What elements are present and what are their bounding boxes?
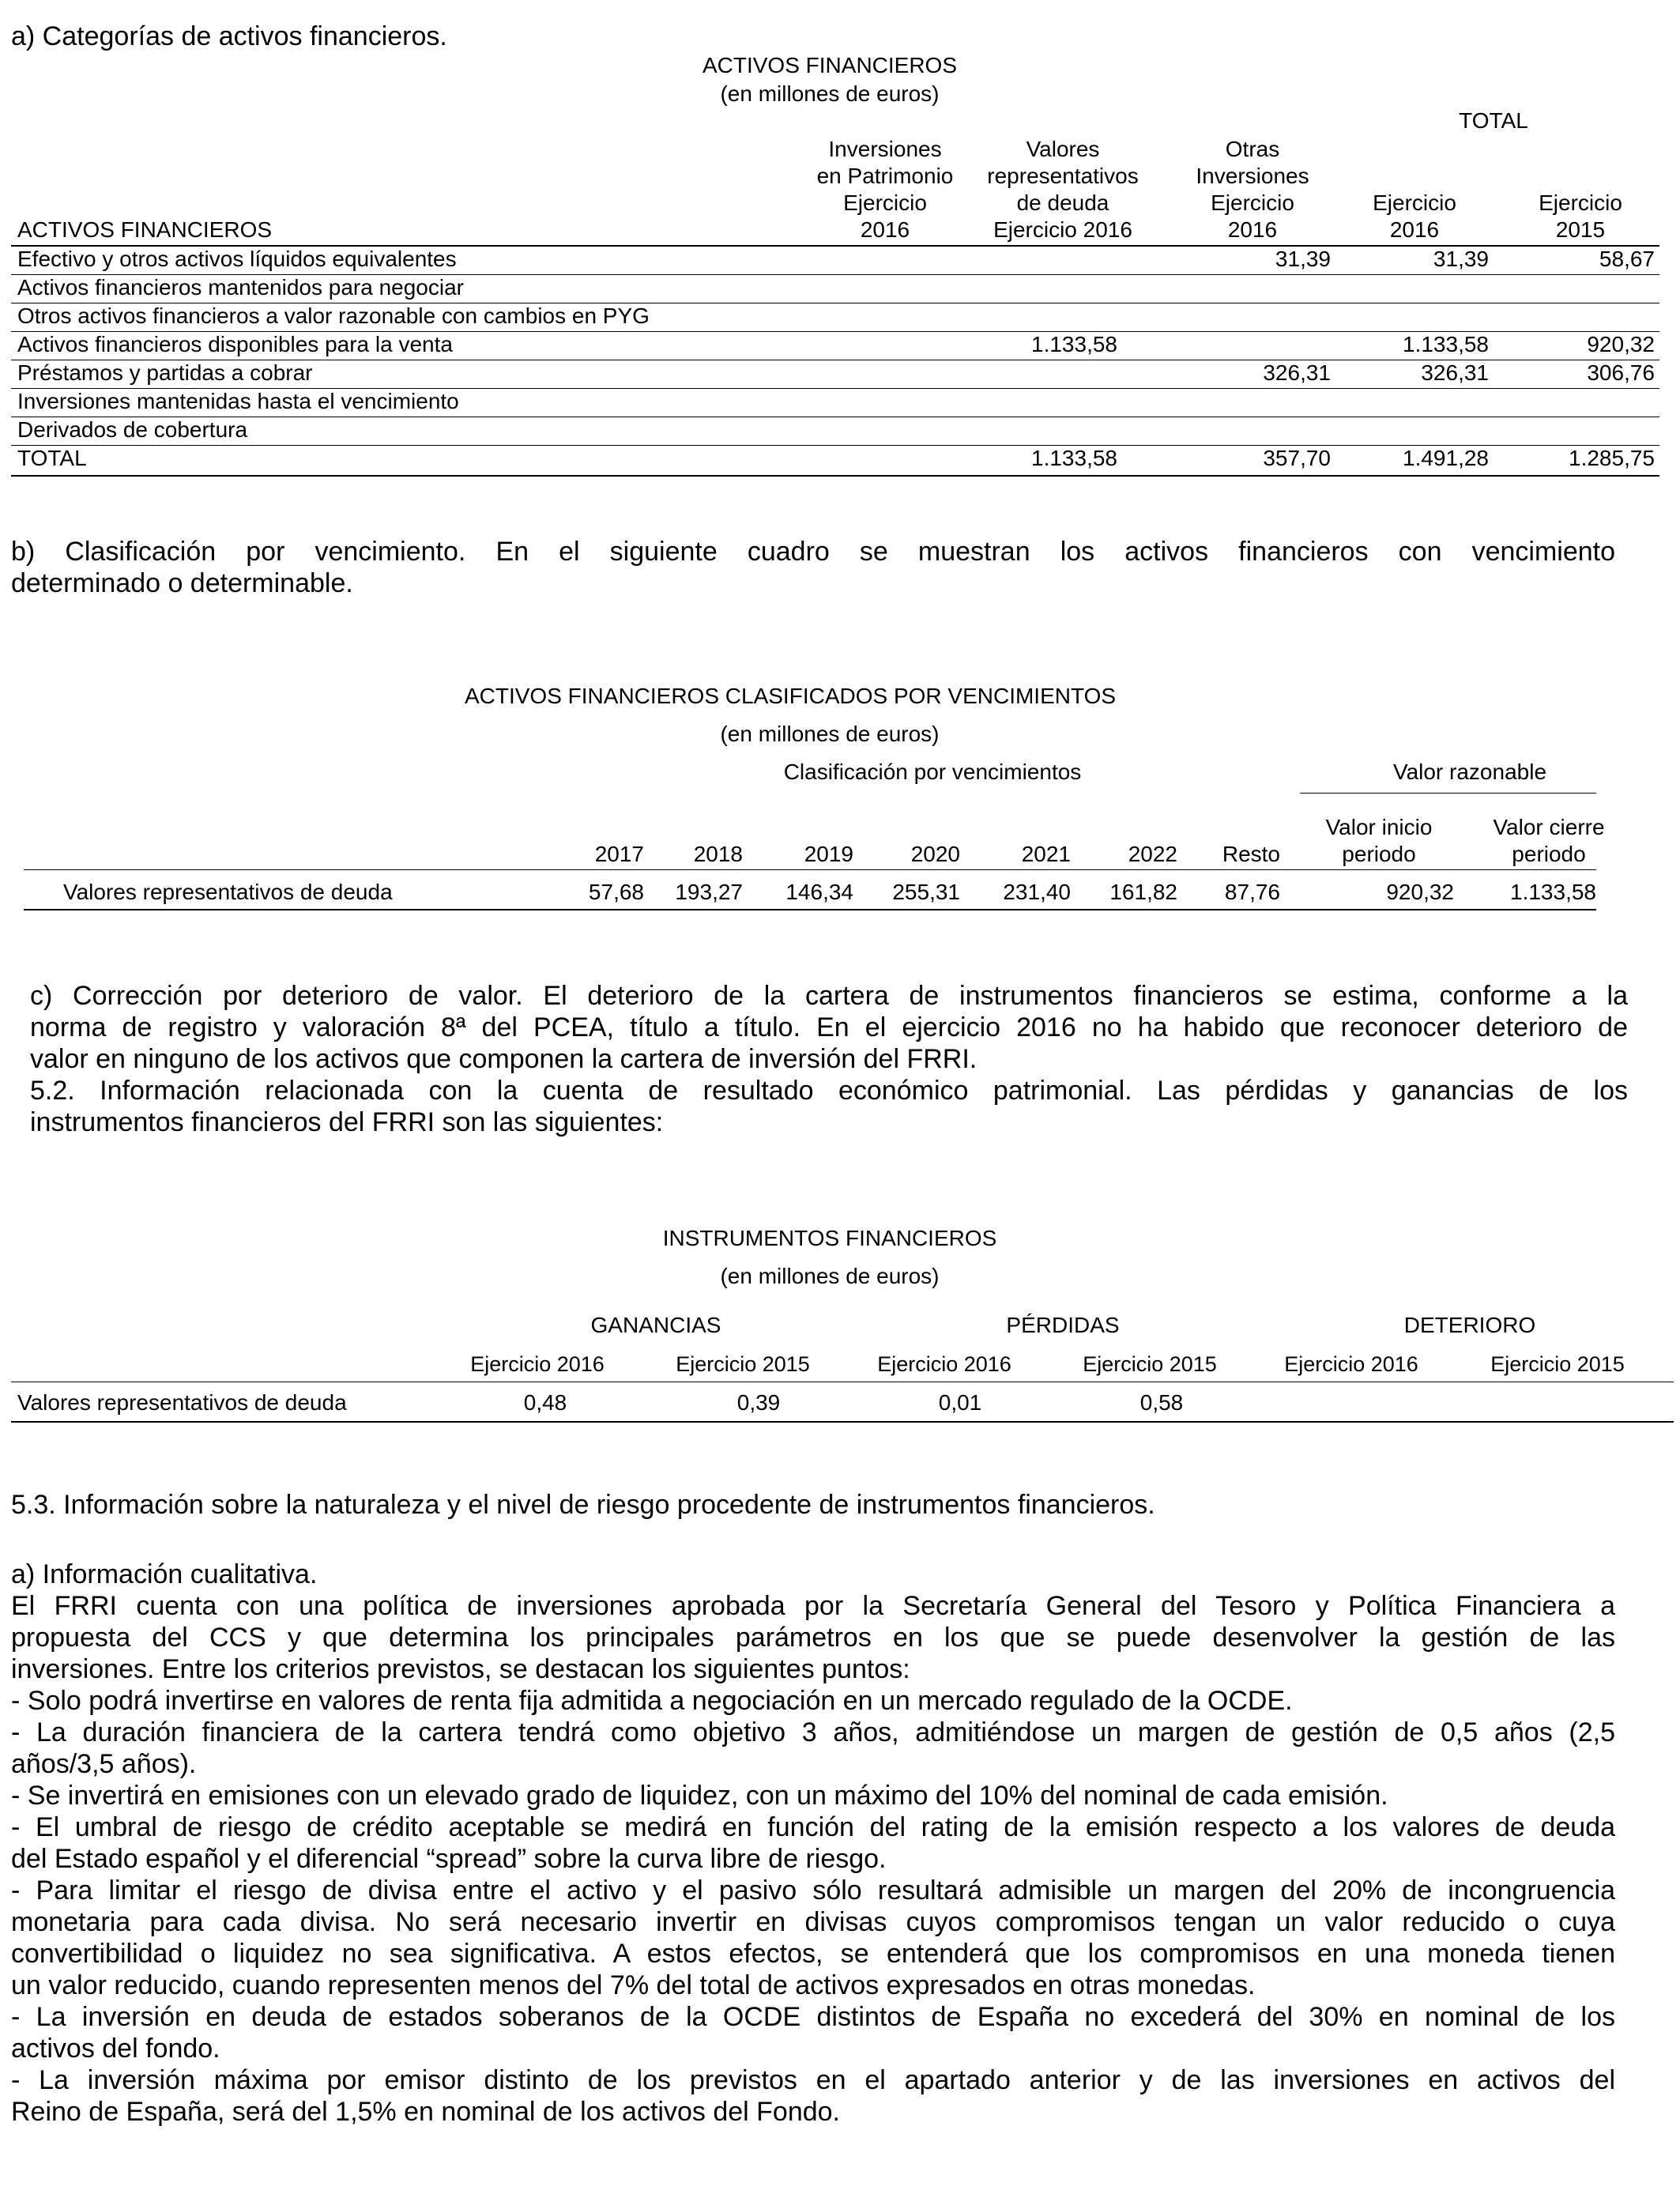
col-resto: Resto: [1222, 842, 1280, 866]
col-valor-inicio: Valor inicio periodo: [1325, 815, 1433, 866]
col-2020: 2020: [910, 842, 960, 866]
table-row: Valores representativos de deuda 0,48 0,39 0,01 0,58: [17, 1390, 1184, 1415]
col-ganancias-2016: Ejercicio 2016: [470, 1352, 605, 1376]
table-b-subtitle: (en millones de euros): [720, 722, 940, 746]
table-c-subtitle: (en millones de euros): [720, 1264, 940, 1288]
col-header-total-2015: Ejercicio 2015: [1539, 190, 1622, 242]
col-header-valores: Valores representativos de deuda Ejercicio 2016: [987, 137, 1139, 242]
row-header: ACTIVOS FINANCIEROS: [17, 217, 273, 242]
table-a-subtitle: (en millones de euros): [720, 81, 940, 106]
table-row: Derivados de cobertura: [17, 417, 248, 442]
table-a-title: ACTIVOS FINANCIEROS: [702, 53, 958, 77]
table-b-title: ACTIVOS FINANCIEROS CLASIFICADOS POR VENCIMIENTOS: [464, 684, 1117, 708]
section-c-text: c) Corrección por deterioro de valor. El deterioro de la cartera de instrumentos financieros se estima, conforme a la norma de registro y valoración 8ª del PCEA, título a título. En el ejercicio 2016 no ha habido que reconocer deterioro de valor en ninguno de los activos que componen la cartera de inversión del FRRI. 5.2. Información relacionada con la cuenta de resultado económico patrimonial. Las pérdidas y ganancias de los instrumentos financieros del FRRI son las siguientes:: [30, 981, 1628, 1137]
group-perdidas: PÉRDIDAS: [1006, 1313, 1120, 1337]
table-c-title: INSTRUMENTOS FINANCIEROS: [662, 1226, 997, 1250]
col-header-otras: Otras Inversiones Ejercicio 2016: [1196, 137, 1309, 242]
group-ganancias: GANANCIAS: [590, 1313, 721, 1337]
table-b-header-rule: [24, 869, 1596, 870]
col-perdidas-2015: Ejercicio 2015: [1083, 1352, 1217, 1376]
section-5-3-heading: 5.3. Información sobre la naturaleza y el nivel de riesgo procedente de instrumentos financieros.: [11, 1490, 1155, 1520]
col-header-inversiones: Inversiones en Patrimonio Ejercicio 2016: [816, 137, 954, 242]
table-b-group-maturity: Clasificación por vencimientos: [783, 760, 1082, 784]
table-b-bottom-rule: [24, 909, 1596, 910]
col-perdidas-2016: Ejercicio 2016: [877, 1352, 1011, 1376]
col-2022: 2022: [1128, 842, 1177, 866]
group-deterioro: DETERIORO: [1403, 1313, 1536, 1337]
col-deterioro-2016: Ejercicio 2016: [1284, 1352, 1418, 1376]
table-row-total: TOTAL 1.133,58 357,70 1.491,28 1.285,75: [17, 446, 1655, 470]
table-row: Préstamos y partidas a cobrar 326,31 326,31 306,76: [17, 360, 1655, 385]
col-deterioro-2015: Ejercicio 2015: [1490, 1352, 1625, 1376]
table-c-bottom-rule: [11, 1421, 1674, 1423]
table-b-group-fair-value: Valor razonable: [1392, 760, 1547, 784]
section-b-text: b) Clasificación por vencimiento. En el siguiente cuadro se muestran los activos financieros con vencimiento determinado o determinable.: [11, 537, 1615, 598]
table-row: Otros activos financieros a valor razonable con cambios en PYG: [17, 303, 650, 328]
col-header-total-2016: Ejercicio 2016: [1373, 190, 1456, 242]
col-valor-cierre: Valor cierre periodo: [1493, 815, 1605, 866]
section-5-3-text: El FRRI cuenta con una política de inversiones aprobada por la Secretaría General del Tesoro y Política Financiera a propuesta del CCS y que determina los principales parámetros en los que se puede desenvolver la gestión de las inversiones. Entre los criterios previstos, se destacan los siguientes puntos: - Solo podrá invertirse en valores de renta fija admitida a negociación en un mercado regulado de la OCDE. - La duración financiera de la cartera tendrá como objetivo 3 años, admitiéndose un margen de gestión de 0,5 años (2,5 años/3,5 años). - Se invertirá en emisiones con un elevado grado de liquidez, con un máximo del 10% del nominal de cada emisión. - El umbral de riesgo de crédito aceptable se medirá en función del rating de la emisión respecto a los valores de deuda del Estado español y el diferencial “spread” sobre la curva libre de riesgo. - Para limitar el riesgo de divisa entre el activo y el pasivo sólo resultará admisible un margen del 20% de incongruencia monetaria para cada divisa. No será necesario invertir en divisas cuyos compromisos tengan un valor reducido o cuya convertibilidad o liquidez no sea significativa. A estos efectos, se entenderá que los compromisos en una moneda tienen un valor reducido, cuando representen menos del 7% del total de activos expresados en otras monedas. - La inversión en deuda de estados soberanos de la OCDE distintos de España no excederá del 30% en nominal de los activos del fondo. - La inversión máxima por emisor distinto de los previstos en el apartado anterior y de las inversiones en activos del Reino de España, será del 1,5% en nominal de los activos del Fondo.: [11, 1591, 1615, 2127]
table-row: Valores representativos de deuda 57,68 193,27 146,34 255,31 231,40 161,82 87,76 920,32 1.133,58: [63, 880, 1596, 904]
table-row: Activos financieros disponibles para la venta 1.133,58 1.133,58 920,32: [17, 332, 1655, 356]
col-2019: 2019: [804, 842, 853, 866]
col-2021: 2021: [1021, 842, 1071, 866]
fair-value-rule: [1300, 793, 1596, 794]
col-ganancias-2015: Ejercicio 2015: [676, 1352, 810, 1376]
table-row: Inversiones mantenidas hasta el vencimiento: [17, 389, 459, 413]
table-row: Efectivo y otros activos líquidos equivalentes 31,39 31,39 58,67: [17, 247, 1655, 271]
table-a-total-group: TOTAL: [1459, 108, 1528, 133]
col-2018: 2018: [693, 842, 743, 866]
section-a-heading: a) Categorías de activos financieros.: [11, 21, 447, 51]
table-row: Activos financieros mantenidos para negociar: [17, 275, 464, 300]
col-2017: 2017: [594, 842, 644, 866]
section-5-3-subheading: a) Información cualitativa.: [11, 1559, 318, 1589]
